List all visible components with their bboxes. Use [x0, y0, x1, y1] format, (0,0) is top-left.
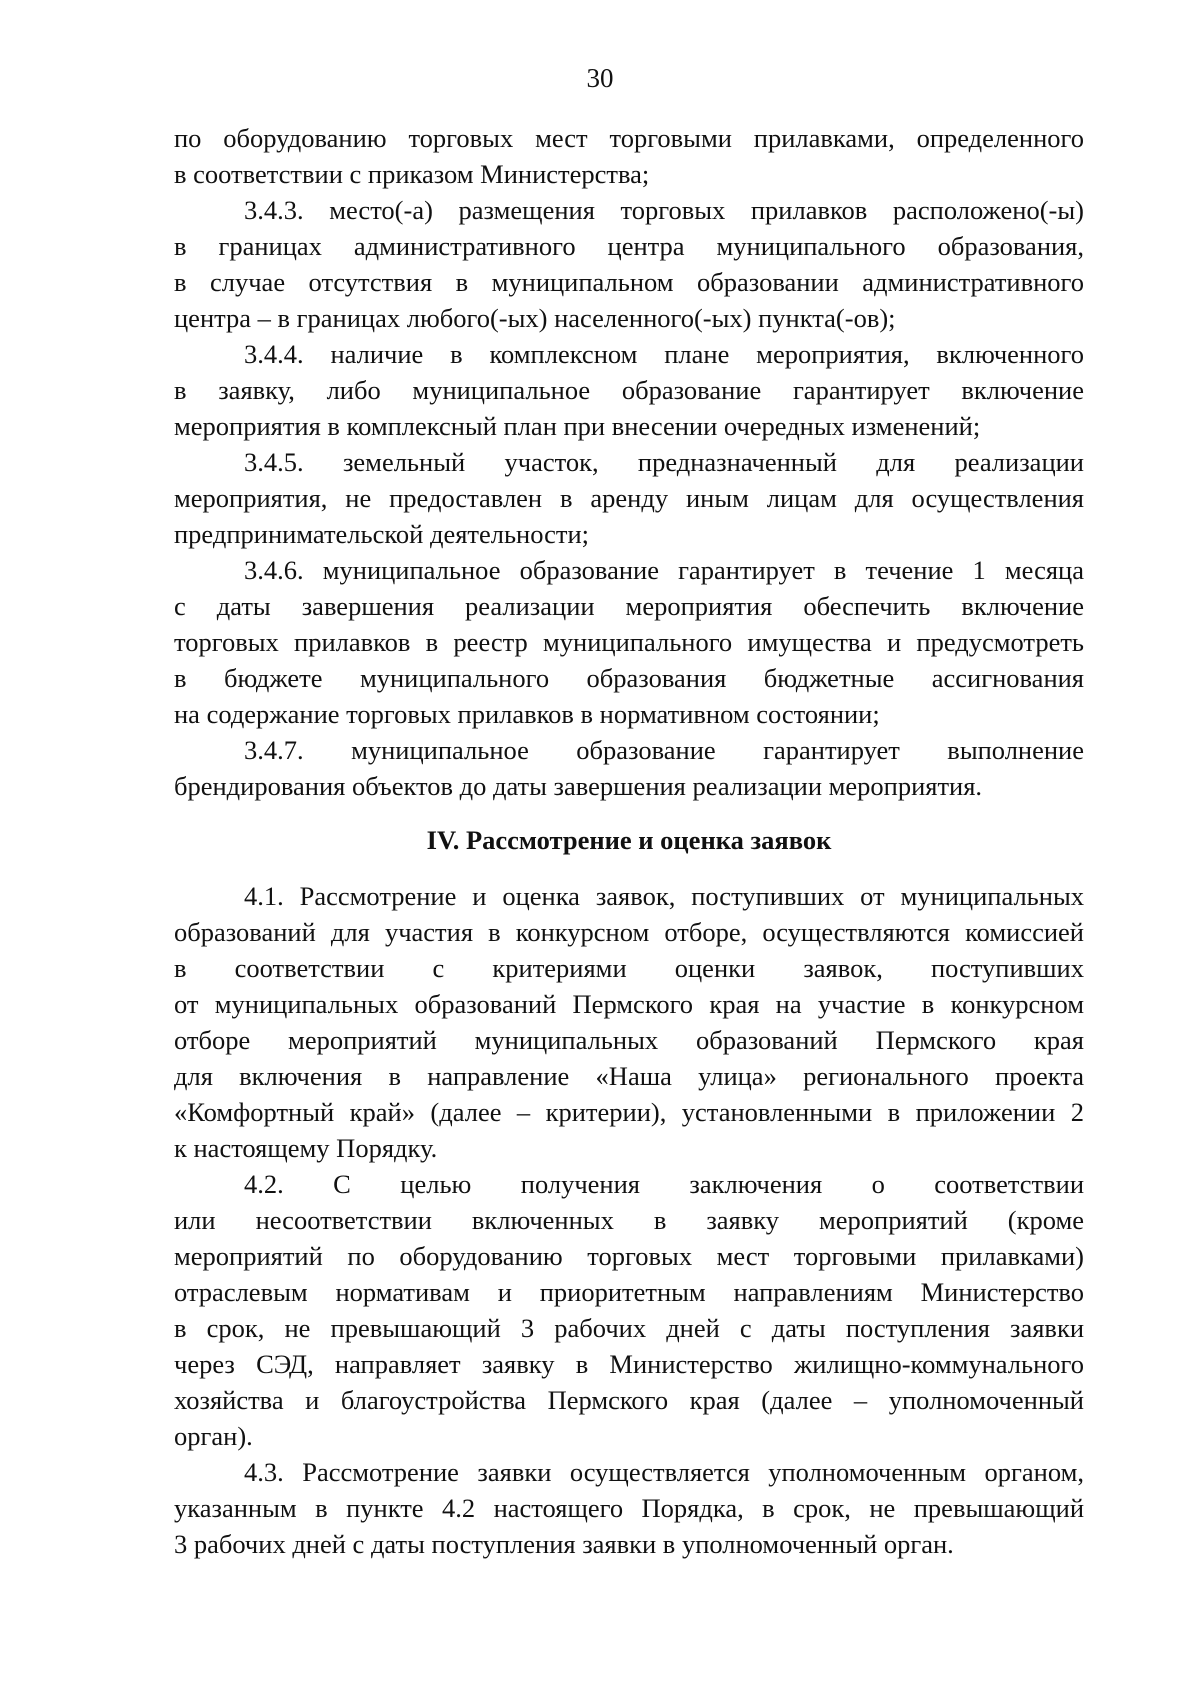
text-line: «Комфортный край» (далее – критерии), установленными в приложении 2 — [174, 1097, 1084, 1127]
text-line: в случае отсутствия в муниципальном образовании административного — [174, 267, 1084, 297]
text-line: с даты завершения реализации мероприятия обеспечить включение — [174, 591, 1084, 621]
document-body — [174, 120, 1084, 1562]
text-line: орган). — [174, 1421, 253, 1451]
text-line: в бюджете муниципального образования бюджетные ассигнования — [174, 663, 1084, 693]
text-line: хозяйства и благоустройства Пермского края (далее – уполномоченный — [174, 1385, 1084, 1415]
text-line: в срок, не превышающий 3 рабочих дней с даты поступления заявки — [174, 1313, 1084, 1343]
text-line: через СЭД, направляет заявку в Министерство жилищно-коммунального — [174, 1349, 1084, 1379]
text-line: мероприятий по оборудованию торговых мест торговыми прилавками) — [174, 1241, 1084, 1271]
text-line: мероприятия, не предоставлен в аренду иным лицам для осуществления — [174, 483, 1084, 513]
clause-4-1: 4.1. Рассмотрение и оценка заявок, поступивших от муниципальных — [244, 881, 1084, 911]
text-line: отборе мероприятий муниципальных образований Пермского края — [174, 1025, 1084, 1055]
page-number: 30 — [586, 63, 614, 93]
text-line: торговых прилавков в реестр муниципального имущества и предусмотреть — [174, 627, 1084, 657]
text-line: предпринимательской деятельности; — [174, 519, 590, 549]
text-line: или несоответствии включенных в заявку мероприятий (кроме — [174, 1205, 1084, 1235]
section-heading: IV. Рассмотрение и оценка заявок — [426, 825, 832, 855]
text-line: мероприятия в комплексный план при внесении очередных изменений; — [174, 411, 981, 441]
text-line: образований для участия в конкурсном отборе, осуществляются комиссией — [174, 917, 1084, 947]
text-line: брендирования объектов до даты завершения реализации мероприятия. — [174, 771, 983, 801]
clause-3-4-3: 3.4.3. место(-а) размещения торговых прилавков расположено(-ы) — [244, 195, 1084, 225]
text-line: отраслевым нормативам и приоритетным направлениям Министерство — [174, 1277, 1084, 1307]
clause-3-4-4: 3.4.4. наличие в комплексном плане мероприятия, включенного — [244, 339, 1084, 369]
clause-3-4-5: 3.4.5. земельный участок, предназначенный для реализации — [244, 447, 1084, 477]
text-line: указанным в пункте 4.2 настоящего Порядка, в срок, не превышающий — [174, 1493, 1084, 1523]
clause-3-4-7: 3.4.7. муниципальное образование гарантирует выполнение — [244, 735, 1084, 765]
text-line: от муниципальных образований Пермского края на участие в конкурсном — [174, 989, 1084, 1019]
text-line: на содержание торговых прилавков в нормативном состоянии; — [174, 699, 880, 729]
text-line: в границах административного центра муниципального образования, — [174, 231, 1084, 261]
text-line: в заявку, либо муниципальное образование гарантирует включение — [174, 375, 1084, 405]
text-line: по оборудованию торговых мест торговыми прилавками, определенного — [174, 123, 1084, 153]
text-line: для включения в направление «Наша улица» регионального проекта — [174, 1061, 1084, 1091]
clause-4-3: 4.3. Рассмотрение заявки осуществляется уполномоченным органом, — [244, 1457, 1084, 1487]
text-line: 3 рабочих дней с даты поступления заявки в уполномоченный орган. — [174, 1529, 954, 1559]
text-line: центра – в границах любого(-ых) населенного(-ых) пункта(-ов); — [174, 303, 896, 333]
clause-3-4-6: 3.4.6. муниципальное образование гарантирует в течение 1 месяца — [244, 555, 1084, 585]
text-line: к настоящему Порядку. — [174, 1133, 438, 1163]
clause-4-2: 4.2. С целью получения заключения о соответствии — [244, 1169, 1084, 1199]
text-line: в соответствии с приказом Министерства; — [174, 159, 650, 189]
text-line: в соответствии с критериями оценки заявок, поступивших — [174, 953, 1084, 983]
